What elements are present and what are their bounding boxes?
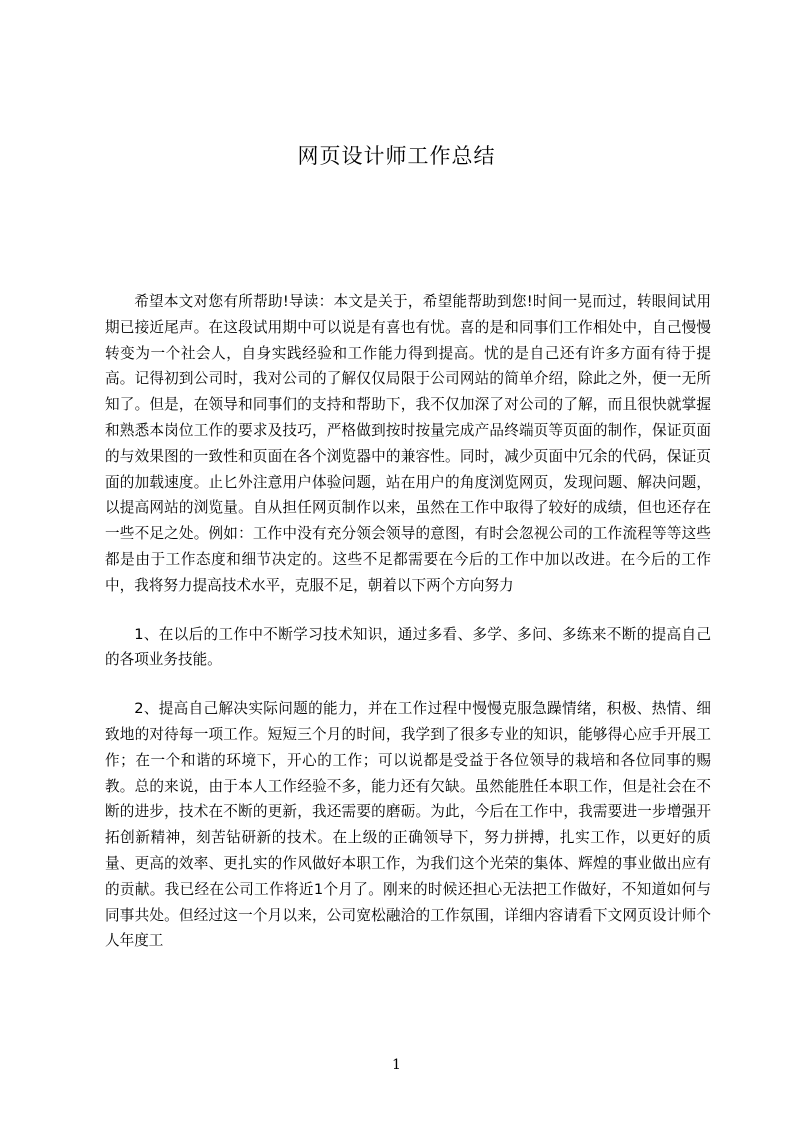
point-two-paragraph: 2、提高自己解决实际问题的能力，并在工作过程中慢慢克服急躁情绪，积极、热情、细致地的对待每一项工作。短短三个月的时间，我学到了很多专业的知识，能够得心应手开展工作；在一个和谐的环境下，开心的工作；可以说都是受益于各位领导的栽培和各位同事的赐教。总的来说，由于本人工作经验不多，能力还有欠缺。虽然能胜任本职工作，但是社会在不断的进步，技术在不断的更新，我还需要的磨砺。为此，今后在工作中，我需要进一步增强开拓创新精神，刻苦钻研新的技术。在上级的正确领导下，努力拼搏，扎实工作，以更好的质量、更高的效率、更扎实的作风做好本职工作，为我们这个光荣的集体、辉煌的事业做出应有的贡献。我已经在公司工作将近1个月了。刚来的时候还担心无法把工作做好，不知道如何与同事共处。但经过这一个月以来，公司宽松融洽的工作氛围，详细内容请看下文网页设计师个人年度工 [105, 700, 711, 950]
intro-paragraph: 希望本文对您有所帮助!导读：本文是关于，希望能帮助到您!时间一晃而过，转眼间试用期已接近尾声。在这段试用期中可以说是有喜也有忧。喜的是和同事们工作相处中，自己慢慢转变为一个社会人，自身实践经验和工作能力得到提高。忧的是自己还有许多方面有待于提高。记得初到公司时，我对公司的了解仅仅局限于公司网站的简单介绍，除此之外，便一无所知了。但是，在领导和同事们的支持和帮助下，我不仅加深了对公司的了解，而且很快就掌握和熟悉本岗位工作的要求及技巧，严格做到按时按量完成产品终端页等页面的制作，保证页面的与效果图的一致性和页面在各个浏览器中的兼容性。同时，减少页面中冗余的代码，保证页面的加载速度。止匕外注意用户体验问题，站在用户的角度浏览网页，发现问题、解决问题，以提高网站的浏览量。自从担任网页制作以来，虽然在工作中取得了较好的成绩，但也还存在一些不足之处。例如：工作中没有充分领会领导的意图，有时会忽视公司的工作流程等等这些都是由于工作态度和细节决定的。这些不足都需要在今后的工作中加以改进。在今后的工作中，我将努力提高技术水平，克服不足，朝着以下两个方向努力 [105, 293, 711, 594]
document-title: 网页设计师工作总结 [297, 144, 496, 168]
point-one-paragraph: 1、在以后的工作中不断学习技术知识，通过多看、多学、多问、多练来不断的提高自己的各项业务技能。 [105, 625, 711, 669]
page-number: 1 [392, 1057, 401, 1073]
document-body [105, 289, 711, 954]
